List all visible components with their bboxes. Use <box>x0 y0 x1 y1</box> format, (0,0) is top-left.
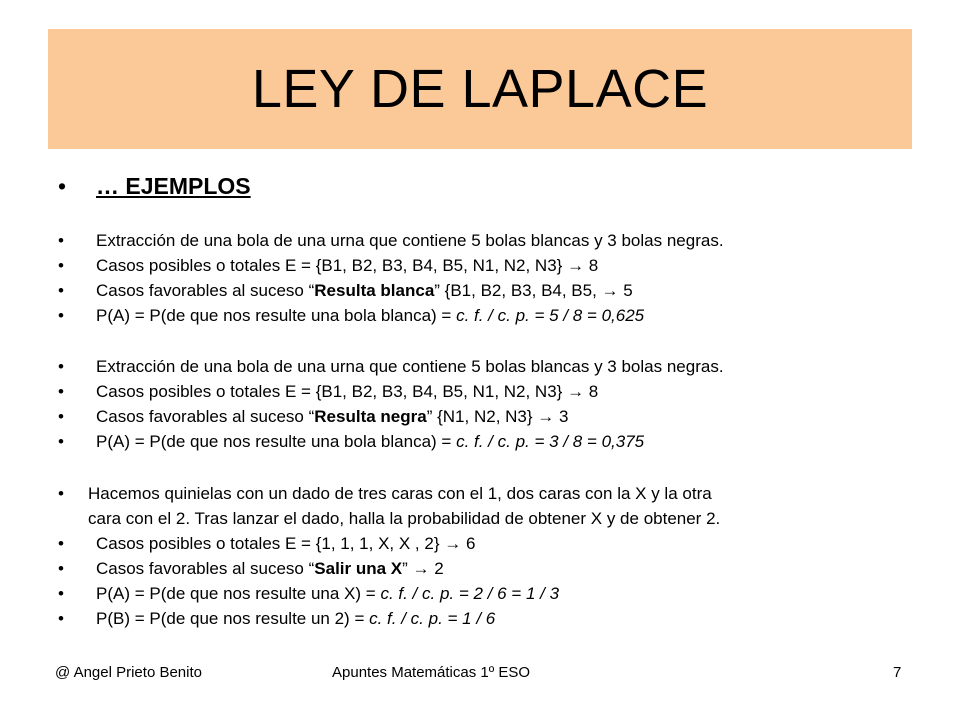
footer-page-number: 7 <box>893 664 902 681</box>
bullet: • <box>58 534 64 553</box>
example1-statement: Extracción de una bola de una urna que contiene 5 bolas blancas y 3 bolas negras. <box>96 231 724 250</box>
example3-probability-b: P(B) = P(de que nos resulte un 2) = c. f. / c. p. = 1 / 6 <box>96 609 496 628</box>
bullet: • <box>58 584 64 603</box>
bullet: • <box>58 432 64 451</box>
example2-possible-cases: Casos posibles o totales E = {B1, B2, B3, B4, B5, N1, N2, N3} → 8 <box>96 382 599 401</box>
slide-title: LEY DE LAPLACE <box>251 59 709 119</box>
example1-favorable-cases: Casos favorables al suceso “Resulta blanca” {B1, B2, B3, B4, B5, → 5 <box>96 281 633 300</box>
example1-probability: P(A) = P(de que nos resulte una bola blanca) = c. f. / c. p. = 5 / 8 = 0,625 <box>96 306 645 325</box>
bullet: • <box>58 559 64 578</box>
bullet: • <box>58 382 64 401</box>
bullet: • <box>58 256 64 275</box>
example3-statement: Hacemos quinielas con un dado de tres caras con el 1, dos caras con la X y la otra <box>88 484 712 503</box>
example1-possible-cases: Casos posibles o totales E = {B1, B2, B3, B4, B5, N1, N2, N3} → 8 <box>96 256 599 275</box>
bullet: • <box>58 609 64 628</box>
example2-probability: P(A) = P(de que nos resulte una bola blanca) = c. f. / c. p. = 3 / 8 = 0,375 <box>96 432 645 451</box>
bullet: • <box>58 281 64 300</box>
bullet: • <box>58 173 67 199</box>
title-banner <box>48 29 912 149</box>
example3-favorable-cases: Casos favorables al suceso “Salir una X” → 2 <box>96 559 444 578</box>
bullet: • <box>58 231 64 250</box>
example2-favorable-cases: Casos favorables al suceso “Resulta negra” {N1, N2, N3} → 3 <box>96 407 569 426</box>
footer-course: Apuntes Matemáticas 1º ESO <box>332 664 531 681</box>
example3-possible-cases: Casos posibles o totales E = {1, 1, 1, X, X , 2} → 6 <box>96 534 476 553</box>
bullet: • <box>58 357 64 376</box>
section-heading: … EJEMPLOS <box>96 173 251 199</box>
example3-statement-cont: cara con el 2. Tras lanzar el dado, halla la probabilidad de obtener X y de obtener 2. <box>88 509 721 528</box>
bullet: • <box>58 306 64 325</box>
bullet: • <box>58 407 64 426</box>
bullet: • <box>58 484 64 503</box>
footer-author: @ Angel Prieto Benito <box>55 664 202 681</box>
example2-statement: Extracción de una bola de una urna que contiene 5 bolas blancas y 3 bolas negras. <box>96 357 724 376</box>
example3-probability-a: P(A) = P(de que nos resulte una X) = c. f. / c. p. = 2 / 6 = 1 / 3 <box>96 584 560 603</box>
